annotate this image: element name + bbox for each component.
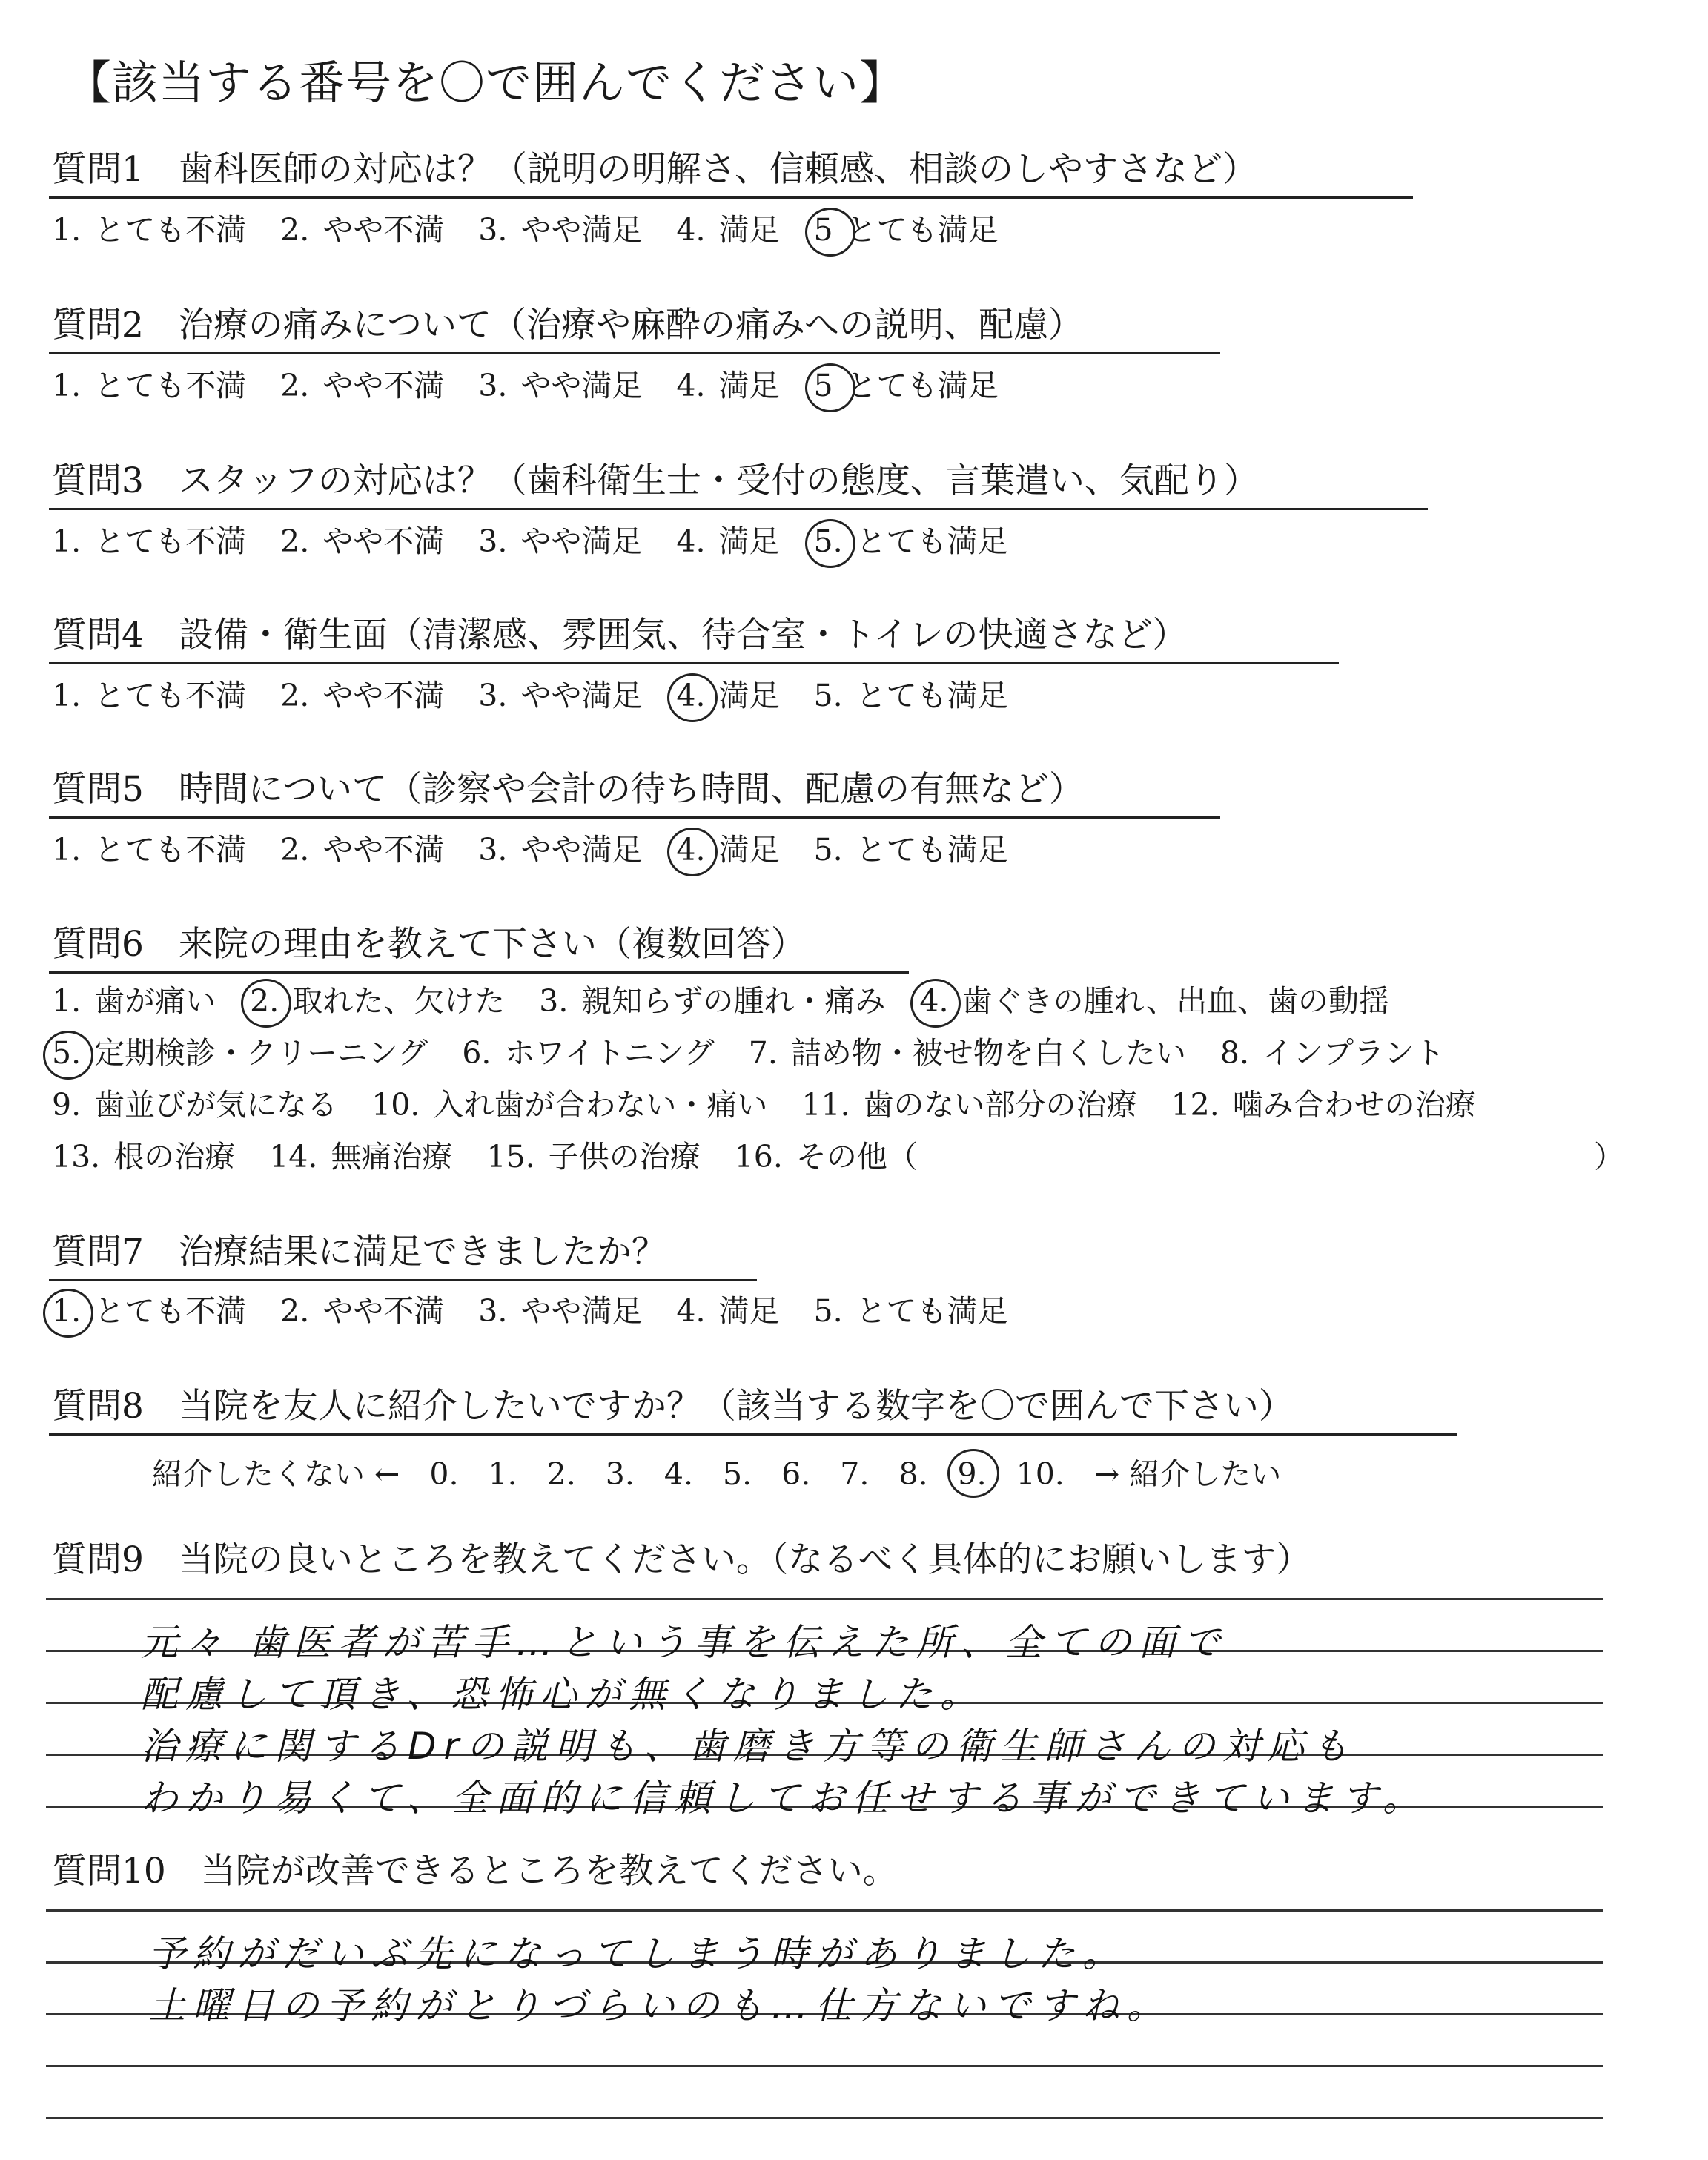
option-label: やや不満 (322, 212, 445, 248)
option-number: 8. (1219, 1035, 1249, 1071)
question-1-options (52, 212, 1033, 248)
question-6-option[interactable] (462, 1035, 715, 1071)
option-label: やや満足 (520, 212, 643, 248)
option-number: 4. (676, 524, 706, 559)
option-number: 5. (813, 678, 843, 713)
question-6-option[interactable] (52, 983, 216, 1019)
option-number: 4. (676, 678, 706, 713)
option-number: 2. (280, 678, 310, 713)
question-2-options-option[interactable] (478, 368, 643, 403)
question-2-title-rule (49, 352, 1220, 354)
question-7-options-option[interactable] (280, 1293, 445, 1329)
question-6-other-close: ） (1594, 1139, 1624, 1175)
option-number: 4. (919, 983, 949, 1019)
option-number: 4. (676, 368, 706, 403)
scale-option[interactable]: 6. (781, 1456, 811, 1492)
option-label: 噛み合わせの治療 (1232, 1087, 1476, 1123)
option-label: 子供の治療 (548, 1139, 701, 1175)
option-label: その他（ (795, 1139, 918, 1175)
option-label: 満足 (718, 368, 780, 403)
question-5-options-option[interactable] (813, 832, 1008, 868)
option-number: 5. (52, 1035, 82, 1071)
question-9-title: 質問9 当院の良いところを教えてください。（なるべく具体的にお願いします） (52, 1539, 1311, 1580)
question-3-title-rule (49, 508, 1428, 510)
option-label: 歯並びが気になる (94, 1087, 338, 1123)
writing-line (46, 1909, 1603, 1912)
option-number: 3. (478, 212, 508, 248)
question-2-options-option[interactable] (813, 368, 999, 403)
option-label: とても不満 (94, 368, 247, 403)
option-number: 1. (52, 212, 82, 248)
question-4-title-rule (49, 662, 1339, 664)
option-number: 3. (478, 368, 508, 403)
scale-option[interactable]: 2. (546, 1456, 576, 1492)
question-8-scale (152, 1450, 1311, 1493)
option-label: 満足 (718, 832, 780, 868)
option-label: 取れた、欠けた (292, 983, 506, 1019)
question-6-option[interactable] (486, 1139, 701, 1175)
question-9-answer-line: 配慮して頂き、恐怖心が無くなりました。 (141, 1673, 984, 1716)
option-label: やや不満 (322, 524, 445, 559)
question-6-row (52, 1139, 952, 1175)
option-number: 1. (52, 1293, 82, 1329)
question-7-options (52, 1293, 1042, 1329)
question-6-option[interactable] (52, 1139, 236, 1175)
question-5-options-option[interactable] (478, 832, 643, 868)
option-label: 定期検診・クリーニング (94, 1035, 428, 1071)
option-number: 2. (280, 368, 310, 403)
option-number: 2. (280, 1293, 310, 1329)
option-label: とても不満 (94, 678, 247, 713)
question-6-option[interactable] (52, 1087, 338, 1123)
question-6-title-rule (49, 971, 909, 974)
question-2-options (52, 368, 1033, 403)
question-7-options-option[interactable] (813, 1293, 1008, 1329)
option-label: とても満足 (855, 524, 1008, 559)
option-number: 2. (280, 212, 310, 248)
option-label: 満足 (718, 524, 780, 559)
option-label: とても満足 (855, 832, 1008, 868)
scale-option[interactable]: 7. (840, 1456, 870, 1492)
question-7-title: 質問7 治療結果に満足できましたか？ (52, 1232, 666, 1272)
option-label: 満足 (718, 678, 780, 713)
option-label: とても満足 (846, 212, 999, 248)
option-label: 根の治療 (113, 1139, 236, 1175)
option-number: 4. (676, 1293, 706, 1329)
option-label: とても不満 (94, 212, 247, 248)
option-number: 3. (478, 678, 508, 713)
question-10-title: 質問10 当院が改善できるところを教えてください。 (52, 1851, 898, 1892)
question-5-title: 質問5 時間について（診察や会計の待ち時間、配慮の有無など） (52, 769, 1084, 810)
option-label: とても満足 (855, 1293, 1008, 1329)
option-label: とても不満 (94, 1293, 247, 1329)
option-number: 6. (462, 1035, 491, 1071)
option-label: 詰め物・被せ物を白くしたい (790, 1035, 1186, 1071)
question-7-title-rule (49, 1279, 757, 1281)
option-number: 2. (250, 983, 279, 1019)
option-number: 14. (269, 1139, 318, 1175)
question-5-options-option[interactable] (52, 832, 247, 868)
question-6-option[interactable] (52, 1035, 428, 1071)
option-number: 2. (280, 832, 310, 868)
scale-option[interactable]: 5. (723, 1456, 752, 1492)
question-6-option[interactable] (748, 1035, 1186, 1071)
question-1-options-option[interactable] (813, 212, 999, 248)
question-2-options-option[interactable] (52, 368, 247, 403)
option-number: 1. (52, 678, 82, 713)
option-label: 親知らずの腫れ・痛み (581, 983, 886, 1019)
question-1-options-option[interactable] (52, 212, 247, 248)
question-1-title-rule (49, 196, 1413, 199)
question-4-options (52, 678, 1042, 713)
option-number: 1. (52, 983, 82, 1019)
question-4-title: 質問4 設備・衛生面（清潔感、雰囲気、待合室・トイレの快適さなど） (52, 615, 1188, 655)
option-number: 5 (813, 212, 833, 248)
question-7-options-option[interactable] (478, 1293, 643, 1329)
option-number: 5. (813, 1293, 843, 1329)
option-number: 1. (52, 832, 82, 868)
scale-left-label: 紹介したくない ← (152, 1456, 400, 1492)
option-number: 5 (813, 368, 833, 403)
option-label: やや満足 (520, 678, 643, 713)
question-6-row (52, 983, 1423, 1019)
option-label: やや満足 (520, 1293, 643, 1329)
question-3-title: 質問3 スタッフの対応は？（歯科衛生士・受付の態度、言葉遣い、気配り） (52, 460, 1259, 501)
question-6-title: 質問6 来院の理由を教えて下さい（複数回答） (52, 924, 806, 965)
question-4-options-option[interactable] (478, 678, 643, 713)
scale-option[interactable]: 9. (957, 1456, 987, 1492)
option-number: 4. (676, 212, 706, 248)
writing-line (46, 2117, 1603, 2119)
question-2-options-option[interactable] (676, 368, 780, 403)
question-6-row (52, 1035, 1479, 1071)
question-3-options-option[interactable] (676, 526, 779, 557)
scale-option[interactable]: 4. (663, 1456, 694, 1492)
option-number: 13. (52, 1139, 101, 1175)
question-6-row (52, 1087, 1510, 1123)
option-label: 無痛治療 (331, 1139, 453, 1175)
question-6-option[interactable] (734, 1139, 918, 1175)
option-label: やや不満 (322, 678, 445, 713)
question-4-options-option[interactable] (676, 678, 780, 713)
question-6-option[interactable] (919, 983, 1389, 1019)
option-label: やや満足 (520, 832, 643, 868)
page-title: 【該当する番号を〇で囲んでください】 (65, 56, 907, 110)
option-label: とても満足 (846, 368, 999, 403)
question-7-options-option[interactable] (52, 1293, 247, 1329)
question-3-options-option[interactable] (280, 526, 444, 557)
scale-option[interactable]: 8. (898, 1456, 928, 1492)
scale-option[interactable]: 10. (1016, 1456, 1065, 1492)
option-label: 入れ歯が合わない・痛い (433, 1087, 768, 1123)
question-6-option[interactable] (1171, 1087, 1476, 1123)
question-6-option[interactable] (250, 983, 506, 1019)
question-3-options-option[interactable] (52, 526, 246, 557)
question-5-options (52, 832, 1042, 868)
question-1-title: 質問1 歯科医師の対応は？（説明の明解さ、信頼感、相談のしやすさなど） (52, 149, 1258, 190)
question-5-title-rule (49, 816, 1220, 819)
option-number: 16. (734, 1139, 783, 1175)
question-8-title: 質問8 当院を友人に紹介したいですか？（該当する数字を〇で囲んで下さい） (52, 1386, 1294, 1427)
writing-line (46, 1598, 1603, 1600)
scale-option[interactable]: 1. (488, 1456, 517, 1492)
question-3-options-option[interactable] (478, 526, 642, 557)
question-2-title: 質問2 治療の痛みについて（治療や麻酔の痛みへの説明、配慮） (52, 305, 1084, 346)
option-number: 3. (478, 1293, 508, 1329)
option-label: とても満足 (855, 678, 1008, 713)
option-number: 9. (52, 1087, 82, 1123)
option-number: 1. (52, 368, 82, 403)
option-label: やや満足 (520, 368, 643, 403)
option-number: 3. (478, 524, 508, 559)
scale-option[interactable]: 3. (605, 1456, 635, 1492)
question-8-title-rule (49, 1433, 1457, 1436)
option-number: 11. (801, 1087, 850, 1123)
question-7-options-option[interactable] (676, 1293, 780, 1329)
option-label: 歯ぐきの腫れ、出血、歯の動揺 (961, 983, 1389, 1019)
option-label: インプラント (1262, 1035, 1445, 1071)
scale-option[interactable]: 0. (429, 1456, 459, 1492)
option-label: ホワイトニング (504, 1035, 715, 1071)
option-label: やや不満 (322, 832, 445, 868)
option-number: 3. (478, 832, 508, 868)
question-6-option[interactable] (1219, 1035, 1445, 1071)
option-label: とても不満 (94, 832, 247, 868)
question-6-option[interactable] (801, 1087, 1137, 1123)
question-3-options-option[interactable] (814, 526, 1008, 557)
question-4-options-option[interactable] (52, 678, 247, 713)
option-number: 12. (1171, 1087, 1219, 1123)
option-number: 2. (280, 524, 310, 559)
option-label: 歯が痛い (94, 983, 216, 1019)
scale-right-label: → 紹介したい (1093, 1456, 1282, 1492)
question-9-answer-line: 元々 歯医者が苦手…という事を伝えた所、全ての面で (141, 1621, 1228, 1664)
option-number: 5. (813, 832, 843, 868)
question-9-answer-line: わかり易くて、全面的に信頼してお任せする事ができています。 (141, 1777, 1427, 1820)
option-number: 3. (539, 983, 569, 1019)
option-label: 満足 (718, 1293, 780, 1329)
option-number: 7. (748, 1035, 778, 1071)
option-label: やや満足 (520, 524, 643, 559)
question-6-option[interactable] (539, 983, 886, 1019)
option-number: 5. (813, 524, 843, 559)
writing-line (46, 2065, 1603, 2067)
question-10-answer-line: 土曜日の予約がとりづらいのも…仕方ないですね。 (148, 1984, 1171, 2027)
question-1-options-option[interactable] (676, 212, 780, 248)
question-10-answer-line: 予約がだいぶ先になってしまう時がありました。 (148, 1932, 1127, 1975)
question-5-options-option[interactable] (676, 832, 780, 868)
option-number: 10. (371, 1087, 420, 1123)
question-5-options-option[interactable] (280, 832, 445, 868)
question-6-option[interactable] (269, 1139, 453, 1175)
question-2-options-option[interactable] (280, 368, 445, 403)
option-label: 歯のない部分の治療 (863, 1087, 1137, 1123)
option-label: やや不満 (322, 368, 445, 403)
option-label: 満足 (718, 212, 780, 248)
question-6-option[interactable] (371, 1087, 768, 1123)
question-3-options (52, 526, 1042, 557)
question-9-answer-line: 治療に関するDrの説明も、歯磨き方等の衛生師さんの対応も (141, 1725, 1357, 1768)
option-label: とても不満 (94, 524, 247, 559)
option-label: やや不満 (322, 1293, 445, 1329)
question-4-options-option[interactable] (280, 678, 445, 713)
question-4-options-option[interactable] (813, 678, 1008, 713)
question-1-options-option[interactable] (478, 212, 643, 248)
option-number: 4. (676, 832, 706, 868)
option-number: 1. (52, 524, 82, 559)
option-number: 15. (486, 1139, 535, 1175)
question-1-options-option[interactable] (280, 212, 445, 248)
